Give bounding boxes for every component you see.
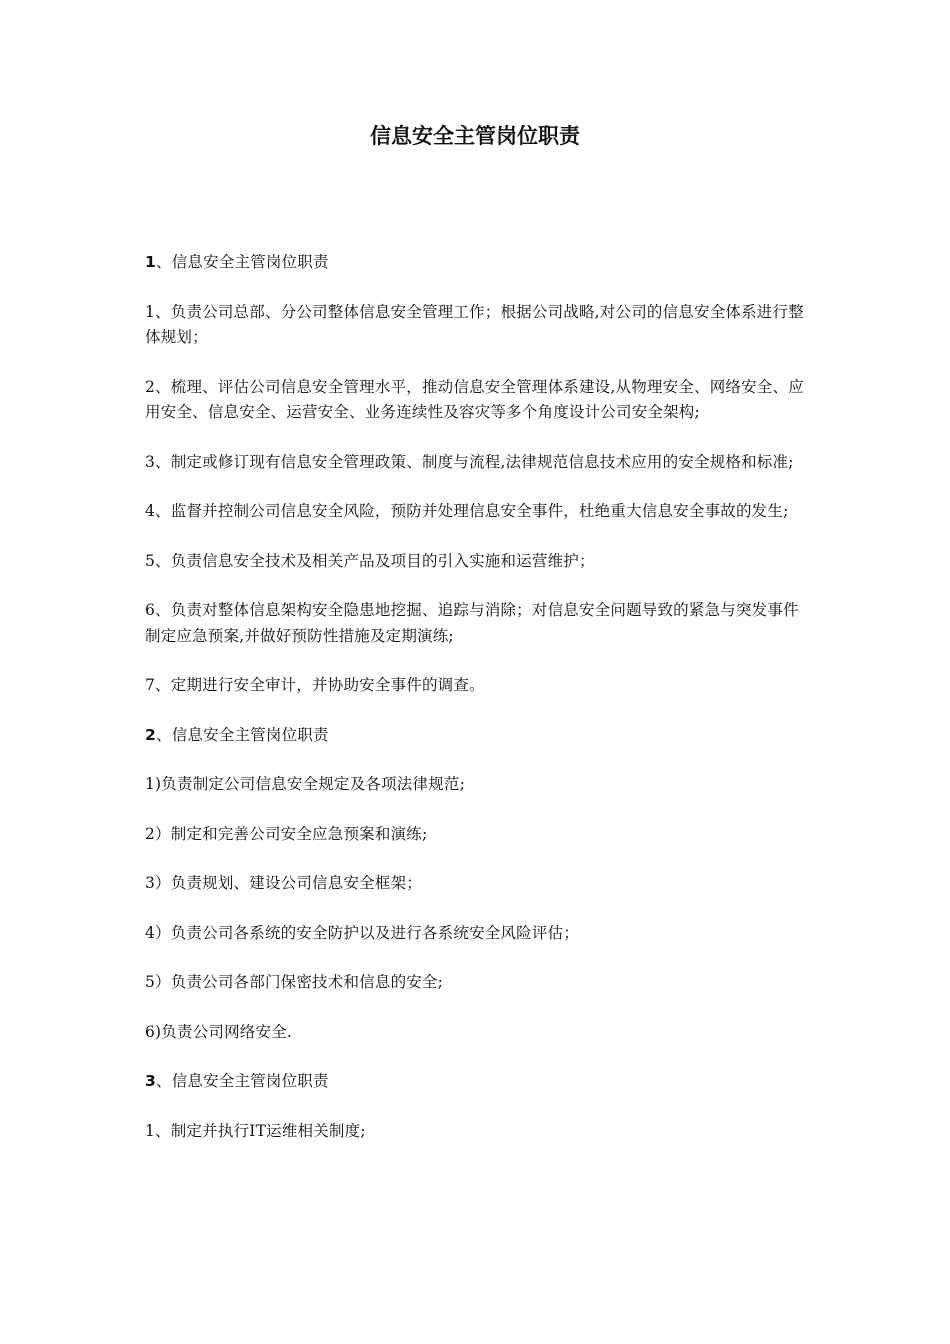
section-heading-2 [145,723,807,749]
paragraph: 4）负责公司各系统的安全防护以及进行各系统安全风险评估； [145,923,579,942]
section-number: 1 [145,253,156,271]
paragraph: 2、梳理、评估公司信息安全管理水平，推动信息安全管理体系建设,从物理安全、网络安全、应用安全、信息安全、运营安全、业务连续性及容灾等多个角度设计公司安全架构; [145,377,804,421]
section-heading-3 [145,1069,807,1095]
paragraph: 6、负责对整体信息架构安全隐患地挖掘、追踪与消除；对信息安全问题导致的紧急与突发事件制定应急预案,并做好预防性措施及定期演练; [145,601,799,645]
section-heading-1 [145,250,807,276]
paragraph: 1)负责制定公司信息安全规定及各项法律规范; [145,775,466,793]
paragraph: 4、监督并控制公司信息安全风险，预防并处理信息安全事件，杜绝重大信息安全事故的发生; [145,502,789,520]
document-body [145,250,807,1168]
paragraph: 1、负责公司总部、分公司整体信息安全管理工作；根据公司战略,对公司的信息安全体系进行整体规划； [145,302,804,346]
section-heading-text: 、信息安全主管岗位职责 [156,1072,329,1090]
paragraph: 3、制定或修订现有信息安全管理政策、制度与流程,法律规范信息技术应用的安全规格和标准; [145,452,794,471]
paragraph: 5）负责公司各部门保密技术和信息的安全; [145,973,444,991]
paragraph: 2）制定和完善公司安全应急预案和演练; [145,824,428,843]
paragraph: 1、制定并执行IT运维相关制度; [145,1121,366,1140]
paragraph: 7、定期进行安全审计，并协助安全事件的调查。 [145,676,485,694]
section-number: 3 [145,1072,156,1090]
paragraph: 6)负责公司网络安全. [145,1022,293,1041]
section-heading-text: 、信息安全主管岗位职责 [156,725,329,744]
paragraph: 5、负责信息安全技术及相关产品及项目的引入实施和运营维护； [145,551,595,570]
section-number: 2 [145,725,156,744]
paragraph: 3）负责规划、建设公司信息安全框架； [145,874,422,892]
section-heading-text: 、信息安全主管岗位职责 [156,253,329,271]
document-title: 信息安全主管岗位职责 [370,123,580,148]
